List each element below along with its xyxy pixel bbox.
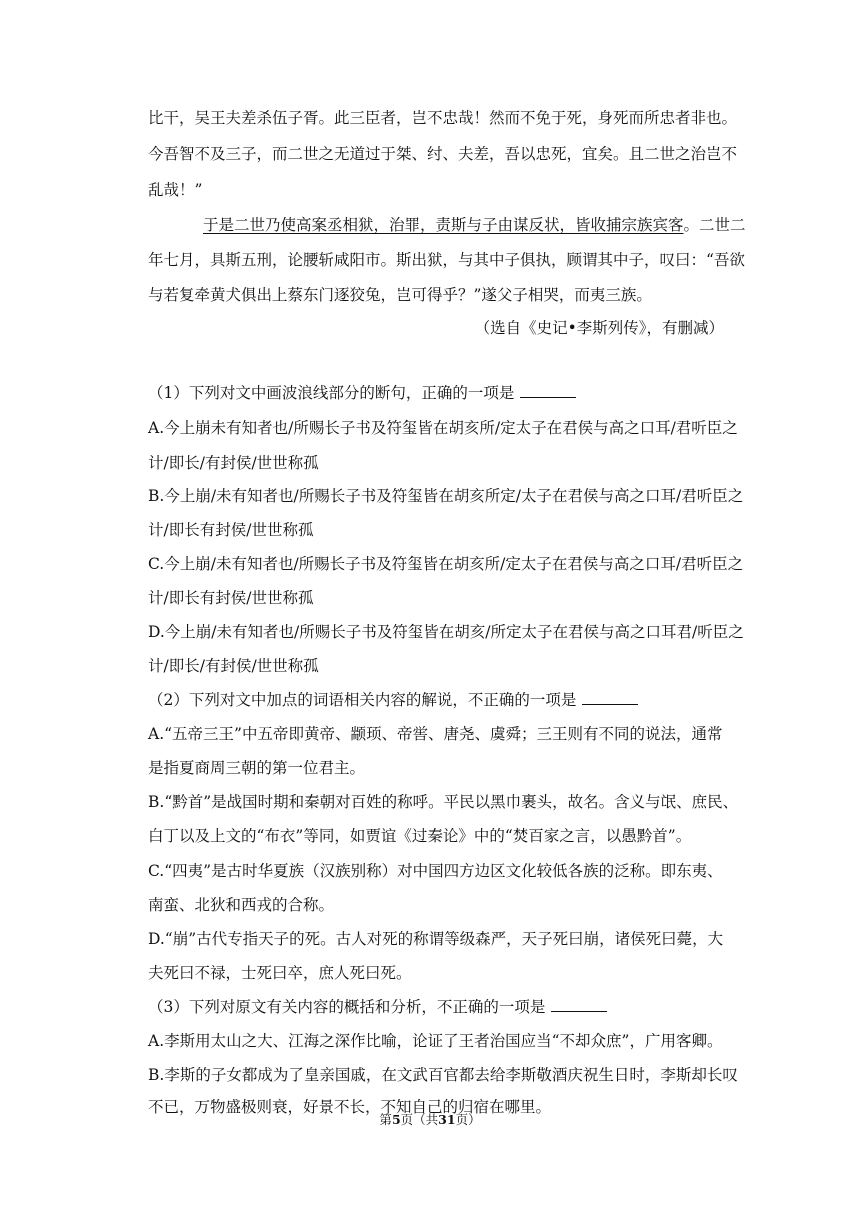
question-stem-text: （2）下列对文中加点的词语相关内容的解说，不正确的一项是 xyxy=(148,691,577,709)
q1-option-a: A.今上崩未有知者也/所赐长子书及符玺皆在胡亥所/定太子在君侯与高之口耳/君听臣之 xyxy=(148,419,738,437)
q3-option-b-cont: 不已，万物盛极则衰，好景不长，不知自己的归宿在哪里。 xyxy=(148,1098,552,1116)
page-number: 5 xyxy=(391,1112,401,1127)
q2-option-c-cont: 南蛮、北狄和西戎的合称。 xyxy=(148,896,335,914)
page-footer xyxy=(0,1112,860,1128)
q1-option-a-cont: 计/即长/有封侯/世世称孤 xyxy=(148,454,319,472)
q1-option-b-cont: 计/即长有封侯/世世称孤 xyxy=(148,521,314,539)
q2-option-b-cont: 白丁以及上文的“布衣”等同，如贾谊《过秦论》中的“焚百家之言，以愚黔首”。 xyxy=(148,827,692,845)
q3-option-a: A.李斯用太山之大、江海之深作比喻，论证了王者治国应当“不却众庶”，广用客卿。 xyxy=(148,1032,723,1050)
passage-text: 。二世二 xyxy=(683,216,746,234)
q1-option-d-cont: 计/即长/有封侯/世世称孤 xyxy=(148,657,319,675)
q1-option-b: B.今上崩/未有知者也/所赐长子书及符玺皆在胡亥所定/太子在君侯与高之口耳/君听臣之 xyxy=(148,487,744,505)
q2-option-a-cont: 是指夏商周三朝的第一位君主。 xyxy=(148,759,366,777)
q2-option-d: D.“崩”古代专指天子的死。古人对死的称谓等级森严，天子死曰崩，诸侯死曰薨，大 xyxy=(148,930,724,948)
passage-source: （选自《史记•李斯列传》，有删减） xyxy=(474,319,724,337)
answer-blank xyxy=(582,690,638,705)
question-stem-text: （3）下列对原文有关内容的概括和分析，不正确的一项是 xyxy=(148,998,546,1016)
passage-line: 与若复牵黄犬俱出上蔡东门逐狡兔，岂可得乎？”遂父子相哭，而夷三族。 xyxy=(148,286,652,304)
passage-line: 年七月，具斯五刑，论腰斩咸阳市。斯出狱，与其中子俱执，顾谓其中子，叹曰：“吾欲 xyxy=(148,251,745,269)
passage-line: 今吾智不及三子，而二世之无道过于桀、纣、夫差，吾以忠死，宜矣。且二世之治岂不 xyxy=(148,145,738,163)
q1-option-c: C.今上崩/未有知者也/所赐长子书及符玺皆在胡亥所/定太子在君侯与高之口耳/君听臣之 xyxy=(148,555,744,573)
passage-line: 乱哉！” xyxy=(148,181,203,199)
question-1-stem xyxy=(148,383,738,403)
page-total: 31 xyxy=(438,1112,456,1127)
q3-option-b: B.李斯的子女都成为了皇亲国戚，在文武百官都去给李斯敬酒庆祝生日时，李斯却长叹 xyxy=(148,1066,738,1084)
passage-line: 比干，吴王夫差杀伍子胥。此三臣者，岂不忠哉！然而不免于死，身死而所忠者非也。 xyxy=(148,109,738,127)
q1-option-d: D.今上崩/未有知者也/所赐长子书及符玺皆在胡亥/所定太子在君侯与高之口耳君/听臣之 xyxy=(148,623,744,641)
footer-text: 第 xyxy=(379,1112,392,1127)
question-2-stem xyxy=(148,690,738,710)
footer-text: 页） xyxy=(455,1112,481,1127)
passage-paragraph-start xyxy=(203,215,793,235)
question-3-stem xyxy=(148,997,738,1017)
q2-option-d-cont: 夫死曰不禄，士死曰卒，庶人死曰死。 xyxy=(148,964,412,982)
underlined-sentence: 于是二世乃使高案丞相狱，治罪，责斯与子由谋反状，皆收捕宗族宾客 xyxy=(203,216,684,234)
q2-option-a: A.“五帝三王”中五帝即黄帝、颛顼、帝喾、唐尧、虞舜；三王则有不同的说法，通常 xyxy=(148,725,723,743)
answer-blank xyxy=(551,997,607,1012)
question-stem-text: （1）下列对文中画波浪线部分的断句，正确的一项是 xyxy=(148,384,515,402)
q1-option-c-cont: 计/即长有封侯/世世称孤 xyxy=(148,589,314,607)
q2-option-b: B.“黔首”是战国时期和秦朝对百姓的称呼。平民以黑巾裹头，故名。含义与氓、庶民、 xyxy=(148,793,739,811)
answer-blank xyxy=(520,383,576,398)
q2-option-c: C.“四夷”是古时华夏族（汉族别称）对中国四方边区文化较低各族的泛称。即东夷、 xyxy=(148,862,723,880)
footer-text: 页（共 xyxy=(400,1112,439,1127)
